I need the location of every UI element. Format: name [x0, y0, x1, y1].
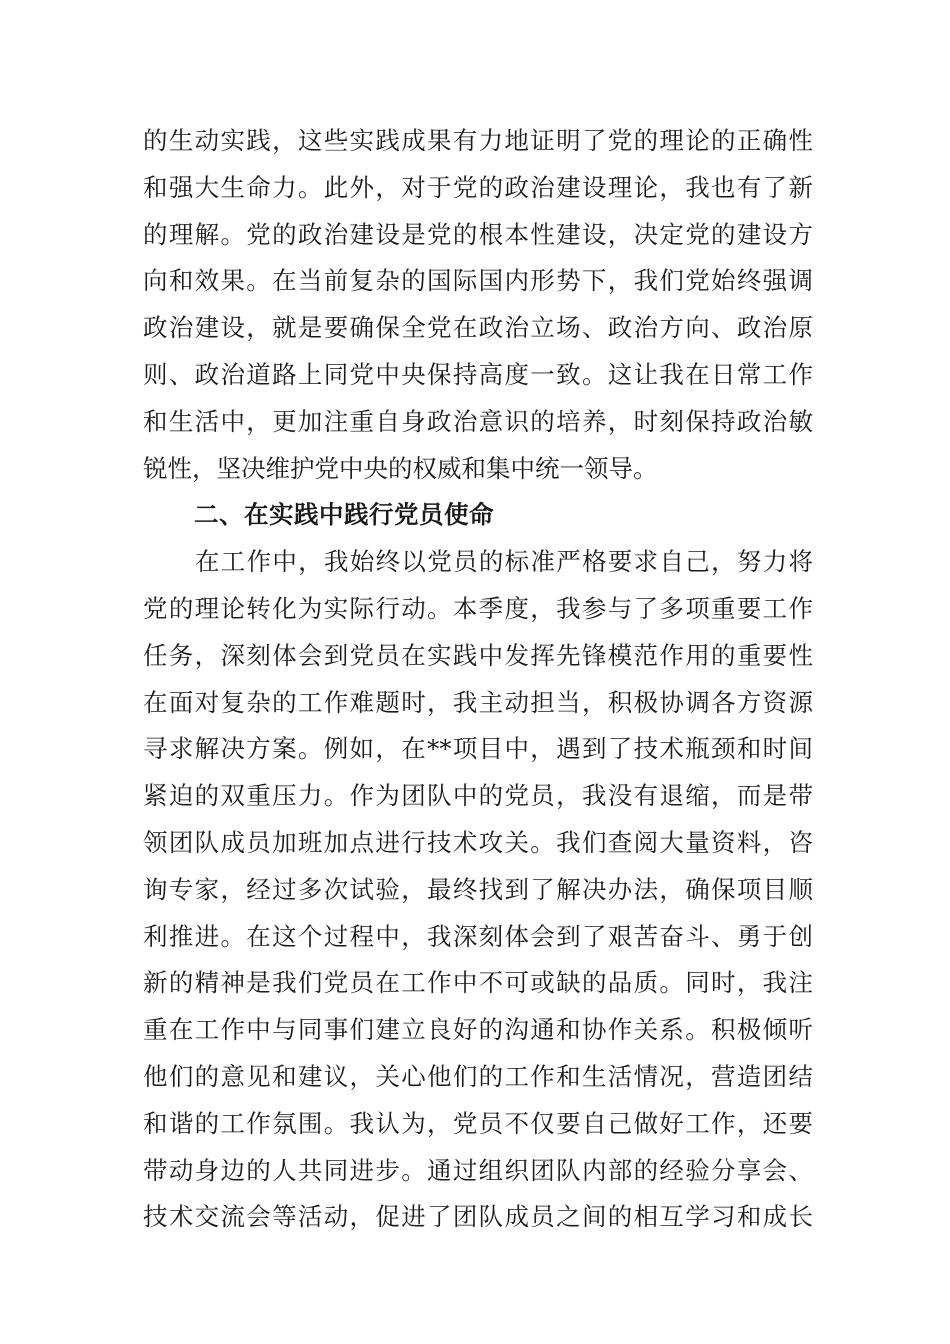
text-line: 任务，深刻体会到党员在实践中发挥先锋模范作用的重要性: [143, 640, 813, 670]
text-line: 在面对复杂的工作难题时，我主动担当，积极协调各方资源: [143, 687, 813, 717]
text-line: 和生活中，更加注重自身政治意识的培养，时刻保持政治敏: [143, 406, 813, 436]
text-line: 紧迫的双重压力。作为团队中的党员，我没有退缩，而是带: [143, 781, 813, 811]
text-line: 的理解。党的政治建设是党的根本性建设，决定党的建设方: [143, 219, 813, 249]
text-line: 技术交流会等活动，促进了团队成员之间的相互学习和成长: [143, 1202, 813, 1232]
text-line: 他们的意见和建议，关心他们的工作和生活情况，营造团结: [143, 1061, 813, 1091]
text-line: 的生动实践，这些实践成果有力地证明了党的理论的正确性: [143, 126, 813, 155]
text-line: 党的理论转化为实际行动。本季度，我参与了多项重要工作: [143, 593, 813, 623]
text-line: 带动身边的人共同进步。通过组织团队内部的经验分享会、: [143, 1155, 813, 1185]
text-line: 和强大生命力。此外，对于党的政治建设理论，我也有了新: [143, 172, 813, 202]
text-line: 则、政治道路上同党中央保持高度一致。这让我在日常工作: [143, 359, 813, 389]
text-line: 新的精神是我们党员在工作中不可或缺的品质。同时，我注: [143, 968, 813, 998]
section-heading: 二、在实践中践行党员使命: [194, 500, 494, 530]
text-line: 利推进。在这个过程中，我深刻体会到了艰苦奋斗、勇于创: [143, 921, 813, 951]
text-line: 政治建设，就是要确保全党在政治立场、政治方向、政治原: [143, 313, 813, 343]
text-line: 向和效果。在当前复杂的国际国内形势下，我们党始终强调: [143, 266, 813, 296]
paragraph-practice-mission: [143, 539, 813, 1241]
document-body: [143, 118, 813, 1241]
text-line: 在工作中，我始终以党员的标准严格要求自己，努力将: [195, 547, 813, 577]
text-line: 锐性，坚决维护党中央的权威和集中统一领导。: [143, 453, 658, 483]
text-line: 寻求解决方案。例如，在**项目中，遇到了技术瓶颈和时间: [143, 734, 813, 764]
text-line: 询专家，经过多次试验，最终找到了解决办法，确保项目顺: [143, 874, 813, 904]
text-line: 重在工作中与同事们建立良好的沟通和协作关系。积极倾听: [143, 1015, 813, 1045]
paragraph-political-building: [143, 118, 813, 492]
text-line: 和谐的工作氛围。我认为，党员不仅要自己做好工作，还要: [143, 1108, 813, 1138]
text-line: 领团队成员加班加点进行技术攻关。我们查阅大量资料，咨: [143, 827, 813, 857]
